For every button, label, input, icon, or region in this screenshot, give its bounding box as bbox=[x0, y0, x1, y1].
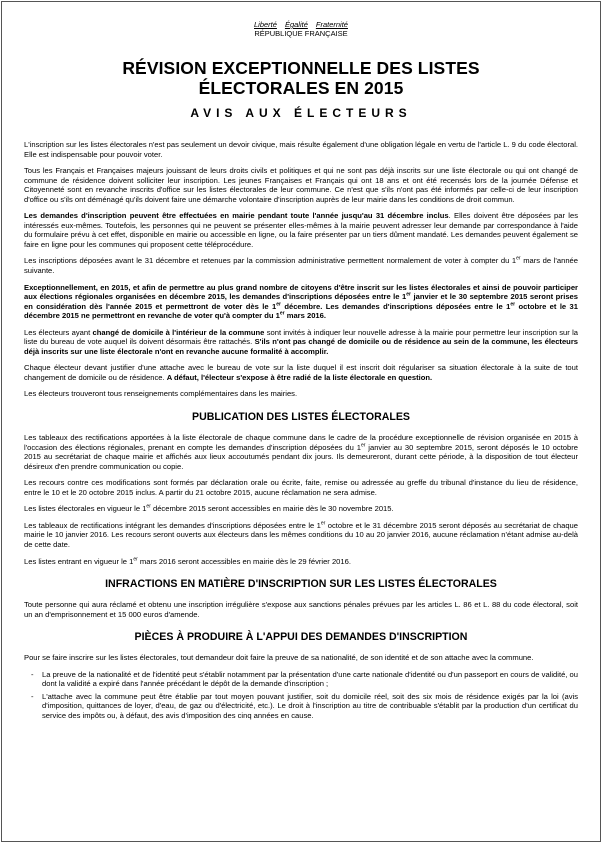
motto-fraternite: Fraternité bbox=[315, 20, 348, 29]
intro-paragraph: Les demandes d'inscription peuvent être effectuées en mairie pendant toute l'année jusqu'au 31 décembre inclus. Elles doivent être déposées par les intéressés eux-mêmes. Toutefois, les personnes qui ne peuvent se présenter elles-mêmes à la mairie peuvent adresser leur demande par correspondance à l'aide du formulaire prévu à cet effet, disponible en mairie ou accessible en ligne, ou la faire présenter par un tiers dûment mandaté. Les demandes peuvent également se faire en ligne pour les communes qui proposent cette téléprocédure. bbox=[24, 211, 579, 249]
intro-paragraph: L'inscription sur les listes électorales n'est pas seulement un devoir civique, mais résulte également d'une obligation légale en vertu de l'article L. 9 du code électoral. Elle est indispensable pour pouvoir voter. bbox=[24, 140, 578, 159]
republic-motto bbox=[24, 20, 578, 29]
motto-liberte: Liberté bbox=[254, 20, 277, 29]
motto-egalite: Égalité bbox=[284, 20, 308, 29]
section-heading: PUBLICATION DES LISTES ÉLECTORALES bbox=[192, 411, 410, 424]
section-paragraph: Les tableaux des rectifications apportées à la liste électorale de chaque commune dans le cadre de la procédure exceptionnelle de révision organisée en 2015 à l'occasion des élections régionales, prenant en compte les demandes d'inscription déposées du 1er janvier au 30 septembre 2015, seront déposés le 10 octobre 2015 au secrétariat de chaque mairie et affichés aux lieux accoutumés pendant dix jours. Ils demeureront, durant cette période, à la disposition de tout électeur désireux d'en prendre communication ou copie. bbox=[24, 433, 578, 471]
intro-paragraph: Exceptionnellement, en 2015, et afin de permettre au plus grand nombre de citoyens d'être inscrit sur les listes électorales et ainsi de pouvoir participer aux élections régionales organisées en décembre 2015, les demandes d'inscriptions déposées entre le 1er janvier et le 30 septembre 2015 seront prises en considération dès l'année 2015 et permettront de voter dès le 1er décembre. Les demandes d'inscriptions déposées entre le 1er octobre et le 31 décembre 2015 ne permettront en revanche de voter qu'à compter du 1er mars 2016. bbox=[24, 282, 578, 321]
notice-page bbox=[1, 1, 601, 842]
section-paragraph: Les tableaux de rectifications intégrant les demandes d'inscriptions déposées entre le 1er octobre et le 31 décembre 2015 seront déposés au secrétariat de chaque mairie le 10 janvier 2016. Les recours seront ouverts aux électeurs dans les mêmes conditions du 10 au 20 janvier 2016, aucune réclamation n'étant admise au-delà de cette date. bbox=[24, 520, 578, 549]
list-item: - L'attache avec la commune peut être établie par tout moyen pouvant justifier, soit du domicile réel, soit des six mois de résidence exigés par la loi (avis d'imposition, quittances de loyer, d'eau, de gaz ou d'électricité, etc.). Le droit à l'inscription au titre de contribuable s'établit par la production d'un certificat du service des impôts ou, à défaut, des avis d'imposition des cinq années en cause. bbox=[42, 692, 578, 721]
document-subtitle: AVIS AUX ÉLECTEURS bbox=[190, 106, 412, 120]
intro-paragraph: Chaque électeur devant justifier d'une attache avec le bureau de vote sur la liste duquel il est inscrit doit régulariser sa situation électorale à la suite de tout changement de domicile ou de résidence. A défaut, l'électeur s'expose à être radié de la liste électorale en question. bbox=[24, 363, 578, 382]
intro-paragraph: Les inscriptions déposées avant le 31 décembre et retenues par la commission administrative permettent normalement de voter à compter du 1er mars de l'année suivante. bbox=[24, 255, 578, 276]
requirements-list bbox=[24, 670, 578, 721]
document-title bbox=[24, 58, 578, 98]
title-line-1: RÉVISION EXCEPTIONNELLE DES LISTES bbox=[122, 58, 480, 78]
section-paragraph: Les listes électorales en vigueur le 1er décembre 2015 seront accessibles en mairie dès le 30 novembre 2015. bbox=[24, 503, 394, 514]
title-line-2: ÉLECTORALES EN 2015 bbox=[198, 78, 404, 98]
republic-name: RÉPUBLIQUE FRANÇAISE bbox=[254, 29, 348, 38]
section-paragraph: Les recours contre ces modifications sont formés par déclaration orale ou écrite, faite, remise ou adressée au greffe du tribunal d'instance du lieu de résidence, entre le 10 et le 20 octobre 2015 inclus. A partir du 21 octobre 2015, aucune réclamation ne sera admise. bbox=[24, 478, 578, 497]
section-heading: PIÈCES À PRODUIRE À L'APPUI DES DEMANDES D'INSCRIPTION bbox=[134, 631, 468, 644]
intro-paragraph: Tous les Français et Françaises majeurs jouissant de leurs droits civils et politiques et qui ne sont pas déjà inscrits sur une liste électorale ou qui ont changé de commune de résidence doivent solliciter leur inscription. Les jeunes Françaises et Français qui ont 18 ans et ont été recensés lors de la journée Défense et Citoyenneté sont en revanche inscrits d'office sur les listes électorales de leur commune. Ce n'est que s'ils n'ont pas été informés par celle-ci de leur inscription d'office ou s'ils ont déménagé qu'ils doivent faire une démarche volontaire d'inscription auprès de leur mairie dans les conditions de droit commun. bbox=[24, 166, 578, 204]
section-paragraph: Pour se faire inscrire sur les listes électorales, tout demandeur doit faire la preuve de sa nationalité, de son identité et de son attache avec la commune. bbox=[24, 653, 534, 663]
section-paragraph: Toute personne qui aura réclamé et obtenu une inscription irrégulière s'expose aux sanctions pénales prévues par les articles L. 86 et L. 88 du code électoral, soit un an d'emprisonnement et 15 000 euros d'amende. bbox=[24, 600, 578, 619]
sections-container bbox=[24, 411, 578, 720]
list-item: - La preuve de la nationalité et de l'identité peut s'établir notamment par la présentation d'une carte nationale d'identité ou d'un passeport en cours de validité, ou dont la validité a expiré dans l'année précédant le dépôt de la demande d'inscription ; bbox=[42, 670, 578, 689]
section-heading: INFRACTIONS EN MATIÈRE D'INSCRIPTION SUR LES LISTES ÉLECTORALES bbox=[105, 578, 497, 591]
intro-section bbox=[24, 140, 578, 399]
section-paragraph: Les listes entrant en vigueur le 1er mars 2016 seront accessibles en mairie dès le 29 février 2016. bbox=[24, 555, 351, 566]
intro-paragraph: Les électeurs ayant changé de domicile à l'intérieur de la commune sont invités à indiquer leur nouvelle adresse à la mairie pour permettre leur inscription sur la liste du bureau de vote auquel ils doivent désormais être rattachés. S'ils n'ont pas changé de domicile ou de résidence au sein de la commune, les électeurs déjà inscrits sur une liste électorale n'ont en revanche aucune formalité à accomplir. bbox=[24, 327, 579, 356]
intro-paragraph: Les électeurs trouveront tous renseignements complémentaires dans les mairies. bbox=[24, 389, 298, 399]
